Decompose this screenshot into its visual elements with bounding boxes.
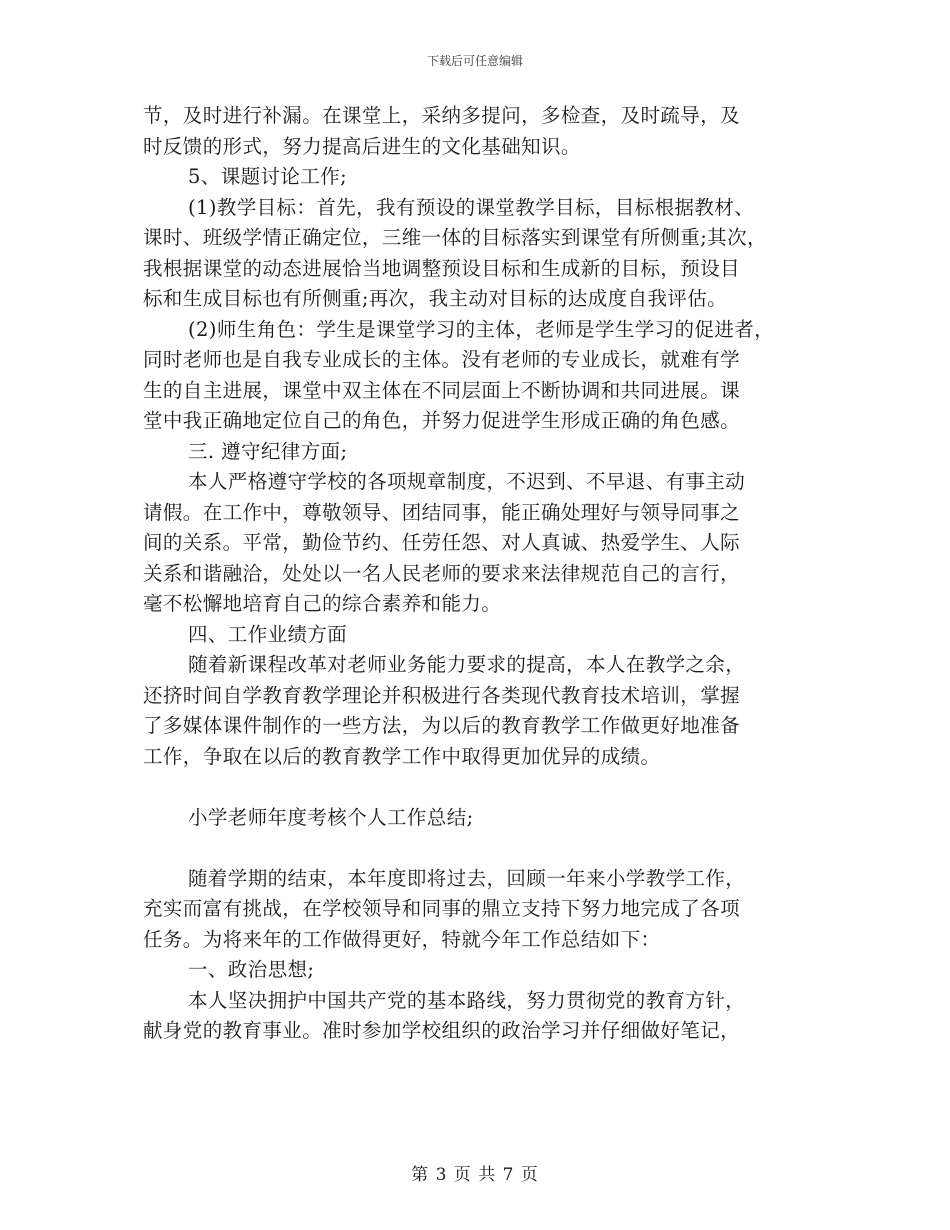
body-line: 时反馈的形式，努力提高后进生的文化基础知识。 xyxy=(143,134,581,158)
body-line: 堂中我正确地定位自己的角色，并努力促进学生形成正确的角色感。 xyxy=(143,409,741,432)
body-line: 本人坚决拥护中国共产党的基本路线，努力贯彻党的教育方针， xyxy=(188,988,746,1012)
body-line: 任务。为将来年的工作做得更好，特就今年工作总结如下： xyxy=(143,927,661,951)
body-line: 献身党的教育事业。准时参加学校组织的政治学习并仔细做好笔记， xyxy=(143,1019,741,1042)
body-line: 随着新课程改革对老师业务能力要求的提高，本人在教学之余， xyxy=(188,653,746,676)
body-line: 间的关系。平常，勤俭节约、任劳任怨、对人真诚、热爱学生、人际 xyxy=(143,531,741,554)
body-line: (2)师生角色：学生是课堂学习的主体，老师是学生学习的促进者， xyxy=(188,317,775,341)
body-line: (1)教学目标：首先，我有预设的课堂教学目标，目标根据教材、 xyxy=(188,195,755,219)
section-heading: 四、工作业绩方面 xyxy=(188,622,348,646)
paragraph-gap xyxy=(143,772,823,803)
paragraph-gap xyxy=(143,833,823,864)
body-line: 同时老师也是自我专业成长的主体。没有老师的专业成长，就难有学 xyxy=(143,348,741,371)
body-line: 还挤时间自学教育教学理论并积极进行各类现代教育技术培训，掌握 xyxy=(143,683,741,707)
document-body xyxy=(143,101,823,1047)
body-line: 标和生成目标也有所侧重;再次，我主动对目标的达成度自我评估。 xyxy=(143,287,728,310)
body-line: 课时、班级学情正确定位，三维一体的目标落实到课堂有所侧重;其次， xyxy=(143,226,767,249)
body-line: 我根据课堂的动态进展恰当地调整预设目标和生成新的目标，预设目 xyxy=(143,256,741,280)
body-line: 毫不松懈地培育自己的综合素养和能力。 xyxy=(143,592,502,615)
body-line: 生的自主进展，课堂中双主体在不同层面上不断协调和共同进展。课 xyxy=(143,378,741,402)
page-header-note: 下载后可任意编辑 xyxy=(426,54,523,68)
body-line: 了多媒体课件制作的一些方法，为以后的教育教学工作做更好地准备 xyxy=(143,714,741,737)
section-heading: 5、课题讨论工作; xyxy=(188,165,348,188)
body-line: 充实而富有挑战，在学校领导和同事的鼎立支持下努力地完成了各项 xyxy=(143,897,741,920)
page-number: 第 3 页 共 7 页 xyxy=(411,1165,539,1185)
document-subtitle: 小学老师年度考核个人工作总结; xyxy=(188,805,474,829)
body-line: 请假。在工作中，尊敬领导、团结同事，能正确处理好与领导同事之 xyxy=(143,500,741,524)
section-heading: 三. 遵守纪律方面; xyxy=(188,439,348,463)
section-heading: 一、政治思想; xyxy=(188,958,315,981)
body-line: 本人严格遵守学校的各项规章制度，不迟到、不早退、有事主动 xyxy=(188,470,746,493)
body-line: 随着学期的结束，本年度即将过去，回顾一年来小学教学工作， xyxy=(188,866,746,890)
body-line: 关系和谐融洽，处处以一名人民老师的要求来法律规范自己的言行， xyxy=(143,561,741,585)
body-line: 节，及时进行补漏。在课堂上，采纳多提问，多检查，及时疏导，及 xyxy=(143,104,741,127)
body-line: 工作，争取在以后的教育教学工作中取得更加优异的成绩。 xyxy=(143,744,661,768)
